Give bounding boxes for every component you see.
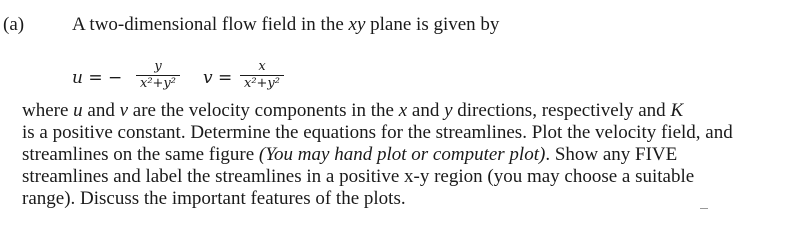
v-equation-lhs: v = — [203, 68, 233, 88]
u-equation-lhs: u = − — [72, 68, 123, 88]
hand-plot-note: (You may hand plot or computer plot) — [258, 144, 546, 165]
v-numerator: x — [258, 59, 266, 74]
stray-mark — [700, 208, 708, 209]
where-line: where u and v are the velocity components in the x and y directions, respectively and K — [22, 100, 684, 121]
body-line: range). Discuss the important features of the plots. — [22, 188, 406, 209]
plane-variable: xy — [348, 14, 366, 35]
intro-post: plane is given by — [365, 14, 500, 35]
v-fraction — [240, 60, 284, 91]
u-numerator: y — [154, 59, 162, 74]
u-fraction — [136, 60, 180, 91]
v-denominator: x²+y² — [244, 76, 280, 91]
body-line: streamlines and label the streamlines in a positive x-y region (you may choose a suitable — [22, 166, 695, 187]
body-line: is a positive constant. Determine the equations for the streamlines. Plot the velocity field, and — [22, 122, 733, 143]
intro-pre: A two-dimensional flow field in the — [72, 14, 349, 35]
u-denominator: x²+y² — [140, 76, 176, 91]
body-line: streamlines on the same figure (You may hand plot or computer plot). Show any FIVE — [22, 144, 678, 165]
part-label: (a) — [3, 14, 25, 35]
intro-text — [72, 14, 499, 36]
